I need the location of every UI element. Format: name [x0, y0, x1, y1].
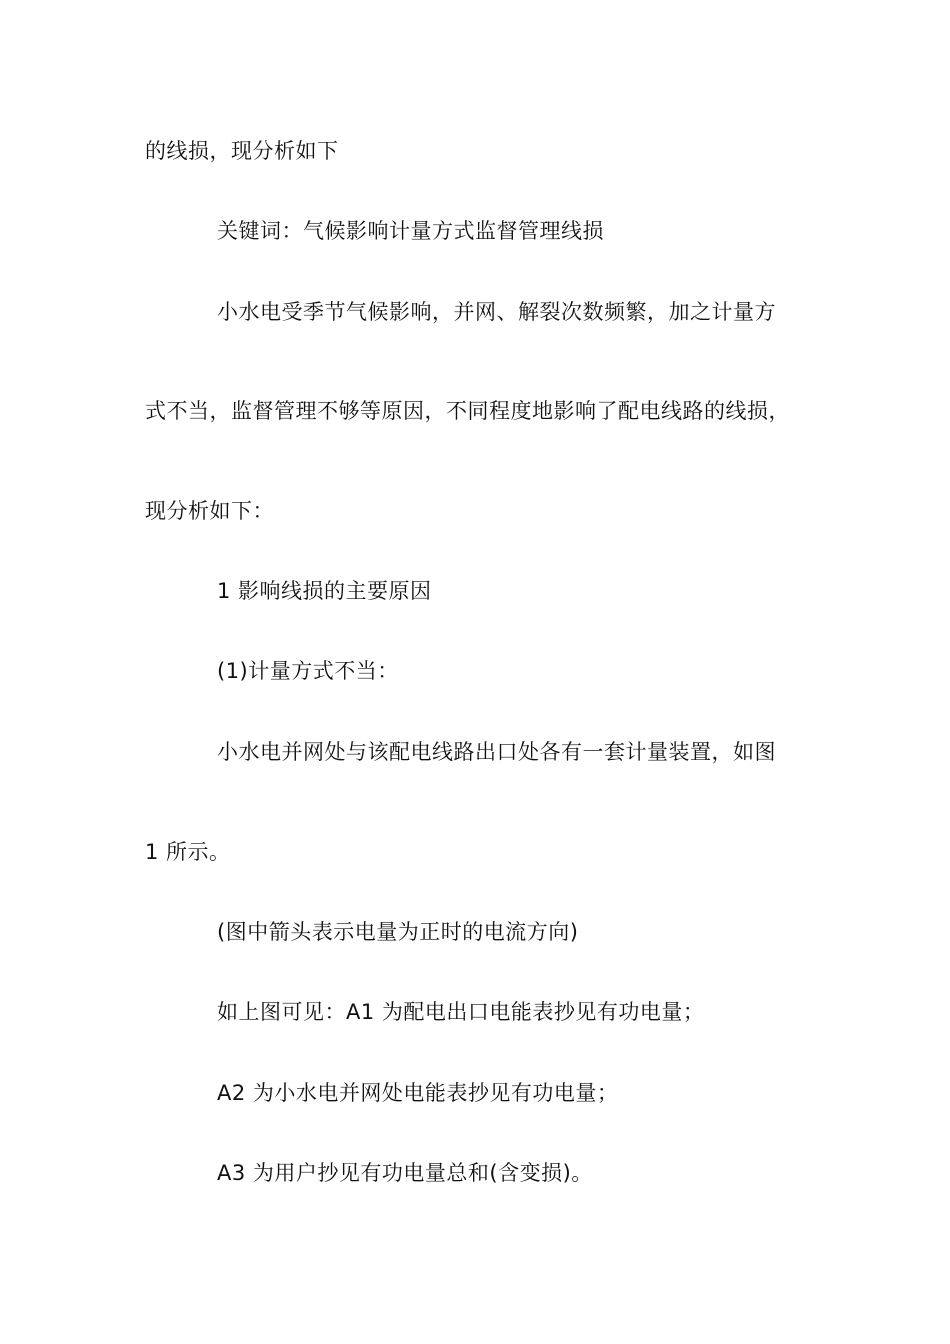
figure-caption-note: (图中箭头表示电量为正时的电流方向)	[217, 920, 579, 944]
text-line-1: 的线损，现分析如下	[145, 139, 339, 163]
definition-a1: 如上图可见：A1 为配电出口电能表抄见有功电量；	[217, 1000, 705, 1024]
paragraph-line-3: 现分析如下：	[145, 499, 274, 523]
section-heading: 1 影响线损的主要原因	[217, 579, 432, 603]
paragraph-line-1: 小水电受季节气候影响，并网、解裂次数频繁，加之计量方	[217, 300, 776, 324]
definition-a2: A2 为小水电并网处电能表抄见有功电量；	[217, 1081, 619, 1105]
definition-a3: A3 为用户抄见有功电量总和(含变损)。	[217, 1161, 593, 1185]
paragraph-line-5: 1 所示。	[145, 840, 231, 864]
keywords-line: 关键词：气候影响计量方式监督管理线损	[217, 219, 604, 243]
subsection-heading: (1)计量方式不当：	[217, 659, 399, 683]
paragraph-line-4: 小水电并网处与该配电线路出口处各有一套计量装置，如图	[217, 740, 776, 764]
paragraph-line-2: 式不当，监督管理不够等原因，不同程度地影响了配电线路的线损，	[145, 399, 790, 423]
